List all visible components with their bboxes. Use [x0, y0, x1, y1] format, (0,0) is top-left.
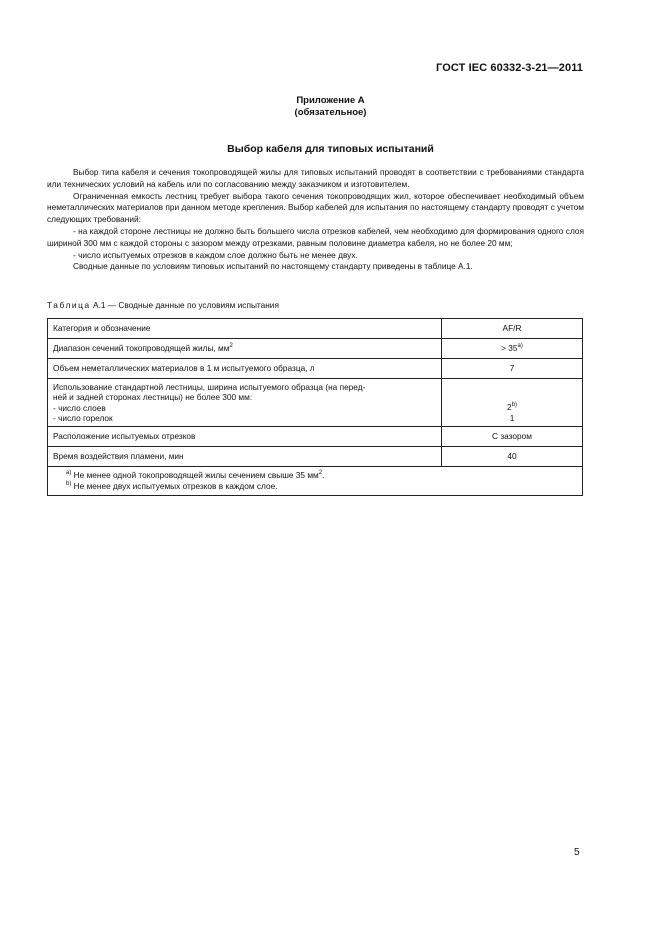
table-cell-label: [48, 379, 442, 427]
table-caption: [47, 300, 279, 310]
table-cell-label: Время воздействия пламени, мин: [48, 447, 442, 467]
table-row: [48, 319, 583, 339]
table-cell-label: Объем неметаллических материалов в 1 м испытуемого образца, л: [48, 359, 442, 379]
note-marker: b): [66, 480, 72, 487]
table-row: [48, 379, 583, 427]
table-note: [66, 470, 577, 481]
paragraph-2: Ограниченная емкость лестниц требует выбора такого сечения токопроводящих жил, которое обеспечивает необходимый объем неметаллических материалов при данном методе крепления. Выбор кабелей для испытания по настоящему стандарту проводят с учетом следующих требований:: [47, 190, 584, 225]
table-cell-value: 40: [442, 447, 583, 467]
label-line: - число горелок: [53, 413, 113, 423]
table-cell-label: Категория и обозначение: [48, 319, 442, 339]
standard-designation: ГОСТ IEC 60332-3-21—2011: [436, 62, 584, 74]
table-cell-value: 7: [442, 359, 583, 379]
value-sup: b): [511, 402, 517, 409]
note-text: Не менее одной токопроводящей жилы сечением свыше 35 мм: [73, 470, 319, 480]
label-sup: 2: [229, 343, 233, 350]
table-cell-label: [48, 339, 442, 359]
note-text: Не менее двух испытуемых отрезков в каждом слое.: [73, 480, 278, 491]
table-note: [66, 481, 577, 492]
label-line: ней и задней сторонах лестницы) не более 300 мм:: [53, 392, 253, 402]
conditions-table: [47, 318, 583, 496]
table-row: [48, 447, 583, 467]
note-tail: .: [322, 470, 325, 480]
value-text: > 35: [501, 343, 518, 354]
annex-heading: [0, 95, 661, 119]
list-item-1: - на каждой стороне лестницы не должно быть большего числа отрезков кабелей, чем необходимо для формирования одного слоя шириной 300 мм с каждой стороны с зазором между отрезками, равным половине диаметра кабеля, но не более 20 мм;: [47, 225, 584, 248]
annex-status: (обязательное): [294, 107, 367, 118]
label-line: Использование стандартной лестницы, ширина испытуемого образца (на перед-: [53, 381, 366, 392]
body-text: [47, 167, 584, 273]
table-cell-label: Расположение испытуемых отрезков: [48, 427, 442, 447]
label-line: - число слоев: [53, 402, 106, 413]
paragraph-3: Сводные данные по условиям типовых испытаний по настоящему стандарту приведены в таблице А.1.: [73, 261, 473, 272]
value-burners: 1: [509, 412, 515, 423]
table-cell-value: [442, 379, 583, 427]
table-row: [48, 427, 583, 447]
table-cell-value: [442, 339, 583, 359]
page-number: 5: [574, 847, 580, 858]
value-layers: [447, 402, 577, 413]
table-cell-value: AF/R: [442, 319, 583, 339]
note-sup: 2: [318, 470, 323, 477]
paragraph-1: Выбор типа кабеля и сечения токопроводящей жилы для типовых испытаний проводят в соответствии с требованиями стандарта или технических условий на кабель или по согласованию между заказчиком и изготовителем.: [47, 167, 584, 189]
table-notes: [48, 467, 583, 496]
annex-title: Приложение А: [296, 95, 365, 106]
table-caption-text: А.1 — Сводные данные по условиям испытания: [93, 300, 279, 310]
table-row: [48, 359, 583, 379]
table-cell-value: С зазором: [442, 427, 583, 447]
value-sup: a): [517, 343, 523, 350]
table-notes-row: [48, 467, 583, 496]
table-caption-word: Таблица: [47, 300, 91, 310]
note-marker: a): [66, 470, 72, 477]
section-title: Выбор кабеля для типовых испытаний: [227, 143, 434, 155]
list-item-2: - число испытуемых отрезков в каждом слое должно быть не менее двух.: [73, 249, 358, 260]
value-text: 2: [507, 402, 512, 412]
label-text: Диапазон сечений токопроводящей жилы, мм: [53, 343, 230, 354]
table-row: [48, 339, 583, 359]
